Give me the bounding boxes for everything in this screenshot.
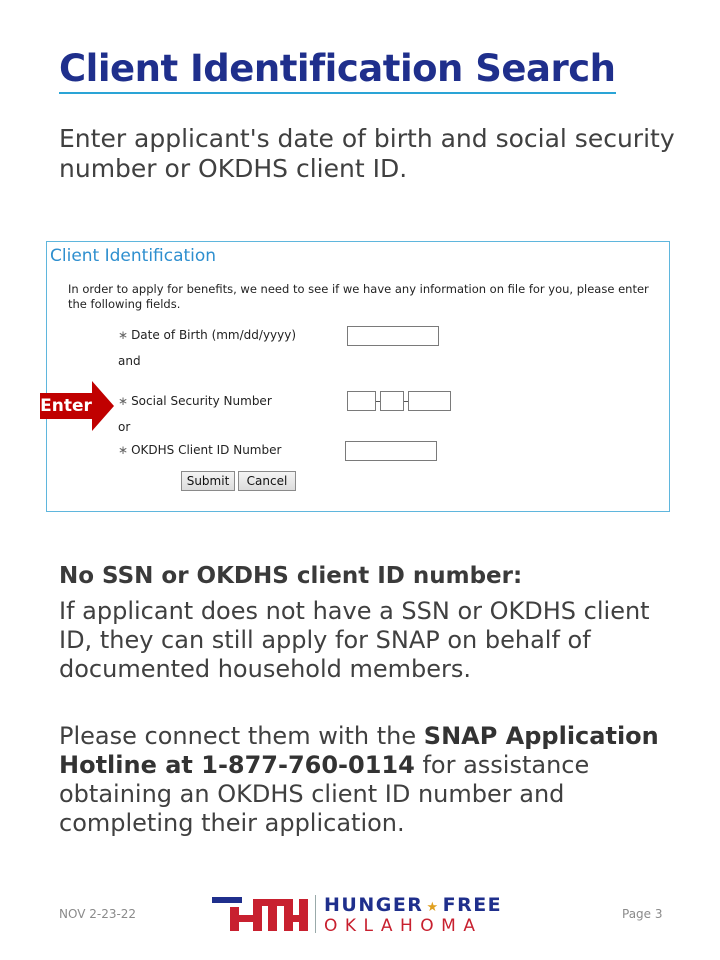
hotline-text-before: Please connect them with the bbox=[59, 722, 424, 750]
ssn-label: Social Security Number bbox=[131, 394, 272, 408]
dob-input[interactable] bbox=[347, 326, 439, 346]
no-ssn-body: If applicant does not have a SSN or OKDHS client ID, they can still apply for SNAP on behalf of documented household members. bbox=[59, 597, 650, 683]
ssn-part3-input[interactable] bbox=[408, 391, 451, 411]
and-text: and bbox=[118, 354, 141, 368]
required-marker: ∗ bbox=[118, 328, 129, 342]
hotline-text-after: for assistance obtaining an OKDHS client ID number and completing their application. bbox=[59, 751, 590, 837]
or-text: or bbox=[118, 420, 131, 434]
submit-button[interactable]: Submit bbox=[181, 471, 235, 491]
ssn-part2-input[interactable] bbox=[380, 391, 404, 411]
logo-text-top bbox=[324, 894, 502, 916]
hunger-free-logo-mark-icon bbox=[212, 895, 308, 933]
client-id-input[interactable] bbox=[345, 441, 437, 461]
form-title: Client Identification bbox=[50, 246, 217, 266]
ssn-label-row bbox=[118, 394, 272, 408]
ssn-part1-input[interactable] bbox=[347, 391, 376, 411]
page-title: Client Identification Search bbox=[59, 46, 616, 94]
hotline-paragraph bbox=[59, 722, 679, 838]
hotline-number: SNAP Application Hotline at 1-877-760-0114 bbox=[59, 722, 659, 779]
dob-label-row bbox=[118, 328, 296, 342]
logo-text-bottom: OKLAHOMA bbox=[324, 916, 483, 936]
intro-text: Enter applicant's date of birth and social security number or OKDHS client ID. bbox=[59, 124, 675, 183]
cancel-button[interactable]: Cancel bbox=[238, 471, 296, 491]
no-ssn-heading: No SSN or OKDHS client ID number: bbox=[59, 563, 523, 589]
client-identification-form bbox=[46, 241, 670, 512]
logo-hunger: HUNGER bbox=[324, 894, 424, 916]
dob-label: Date of Birth (mm/dd/yyyy) bbox=[131, 328, 297, 342]
logo-star-icon: ★ bbox=[426, 900, 440, 915]
client-id-label: OKDHS Client ID Number bbox=[131, 443, 282, 457]
logo-divider bbox=[315, 895, 316, 933]
enter-callout-label: Enter bbox=[40, 396, 92, 416]
logo-free: FREE bbox=[442, 894, 503, 916]
footer-date: NOV 2-23-22 bbox=[59, 907, 137, 921]
required-marker: ∗ bbox=[118, 443, 129, 457]
client-id-label-row bbox=[118, 443, 281, 457]
form-instructions: In order to apply for benefits, we need to see if we have any information on file for you, please enter the following fields. bbox=[68, 282, 649, 311]
required-marker: ∗ bbox=[118, 394, 129, 408]
page-number: Page 3 bbox=[622, 907, 663, 921]
